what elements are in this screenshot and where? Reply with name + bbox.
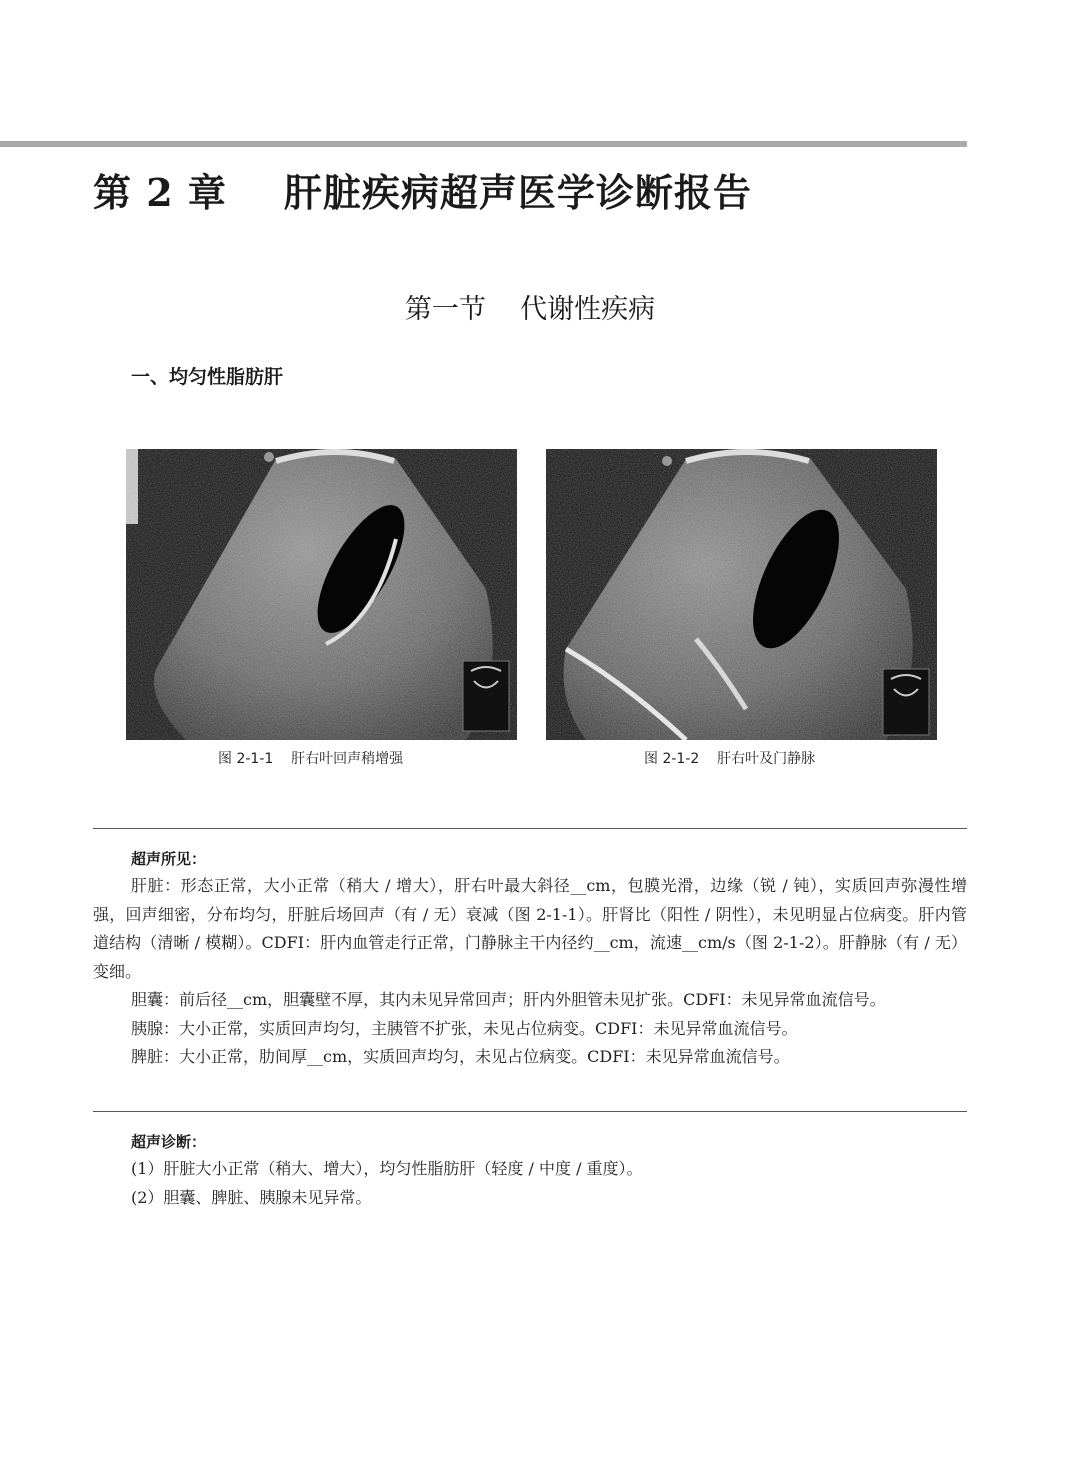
section-title: 第一节 代谢性疾病 xyxy=(404,294,656,325)
findings-heading: 超声所见： xyxy=(131,850,207,868)
diagnosis-heading: 超声诊断： xyxy=(131,1133,207,1151)
ultrasound-figure-2 xyxy=(546,449,937,740)
findings-paragraph-gallbladder: 胆囊：前后径__cm，胆囊壁不厚，其内未见异常回声；肝内外胆管未见扩张。CDFI：未见异常血流信号。 xyxy=(131,990,886,1009)
divider xyxy=(93,1111,967,1112)
findings-body xyxy=(93,872,967,1072)
subsection-title: 一、均匀性脂肪肝 xyxy=(131,366,284,388)
chapter-title: 第 2 章 肝脏疾病超声医学诊断报告 xyxy=(93,170,752,215)
divider xyxy=(93,828,967,829)
header-rule xyxy=(0,141,967,147)
ultrasound-figure-1 xyxy=(126,449,517,740)
findings-paragraph-spleen: 脾脏：大小正常，肋间厚__cm，实质回声均匀，未见占位病变。CDFI：未见异常血流信号。 xyxy=(131,1047,790,1066)
diagnosis-item: (1）肝脏大小正常（稍大、增大），均匀性脂肪肝（轻度 / 中度 / 重度）。 xyxy=(131,1159,643,1178)
findings-paragraph-pancreas: 胰腺：大小正常，实质回声均匀，主胰管不扩张，未见占位病变。CDFI：未见异常血流信号。 xyxy=(131,1018,798,1038)
diagnosis-item: (2）胆囊、脾脏、胰腺未见异常。 xyxy=(131,1187,372,1207)
figure-2-caption: 图 2-1-2 肝右叶及门静脉 xyxy=(644,751,816,767)
figure-1-caption: 图 2-1-1 肝右叶回声稍增强 xyxy=(218,751,404,767)
diagnosis-body xyxy=(93,1155,967,1212)
findings-paragraph-liver: 肝脏：形态正常，大小正常（稍大 / 增大），肝右叶最大斜径__cm，包膜光滑，边缘（锐 / 钝），实质回声弥漫性增强，回声细密，分布均匀，肝脏后场回声（有 / 无）衰减（图 2-1-1）。肝肾比（阳性 / 阴性），未见明显占位病变。肝内管道结构（清晰 / 模糊）。CDFI：肝内血管走行正常，门静脉主干内径约__cm，流速__cm/s（图 2-1-2）。肝静脉（有 / 无）变细。 xyxy=(93,876,967,981)
